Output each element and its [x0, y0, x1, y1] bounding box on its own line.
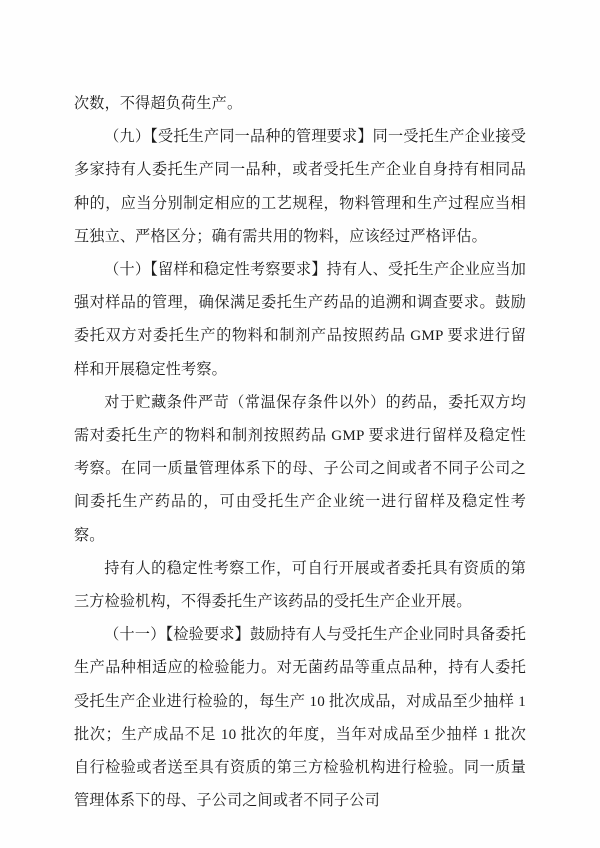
paragraph-item-eleven: （十一）【检验要求】鼓励持有人与受托生产企业同时具备委托生产品种相适应的检验能力。对无菌药品等重点品种，持有人委托受托生产企业进行检验的，每生产 10 批次成品，对成品至少抽样 1 批次；生产成品不足 10 批次的年度，当年对成品至少抽样 1 批次自行检验或者送至具有资质的第三方检验机构进行检验。同一质量管理体系下的母、子公司之间或者不同子公司: [74, 627, 526, 810]
paragraph-item-ten-storage: 对于贮藏条件严苛（常温保存条件以外）的药品，委托双方均需对委托生产的物料和制剂按照药品 GMP 要求进行留样及稳定性考察。在同一质量管理体系下的母、子公司之间或者不同子公司之间委托生产药品的，可由受托生产企业统一进行留样及稳定性考察。: [74, 394, 526, 544]
document-body: [74, 88, 526, 818]
paragraph-item-ten: （十）【留样和稳定性考察要求】持有人、受托生产企业应当加强对样品的管理，确保满足委托生产药品的追溯和调查要求。鼓励委托双方对委托生产的物料和制剂产品按照药品 GMP 要求进行留样和开展稳定性考察。: [74, 262, 526, 378]
paragraph-item-ten-stability: 持有人的稳定性考察工作，可自行开展或者委托具有资质的第三方检验机构，不得委托生产该药品的受托生产企业开展。: [74, 560, 526, 611]
paragraph-item-nine: （九）【受托生产同一品种的管理要求】同一受托生产企业接受多家持有人委托生产同一品种，或者受托生产企业自身持有相同品种的，应当分别制定相应的工艺规程，物料管理和生产过程应当相互独立、严格区分；确有需共用的物料，应该经过严格评估。: [74, 129, 526, 245]
paragraph-continuation: 次数，不得超负荷生产。: [74, 96, 243, 112]
